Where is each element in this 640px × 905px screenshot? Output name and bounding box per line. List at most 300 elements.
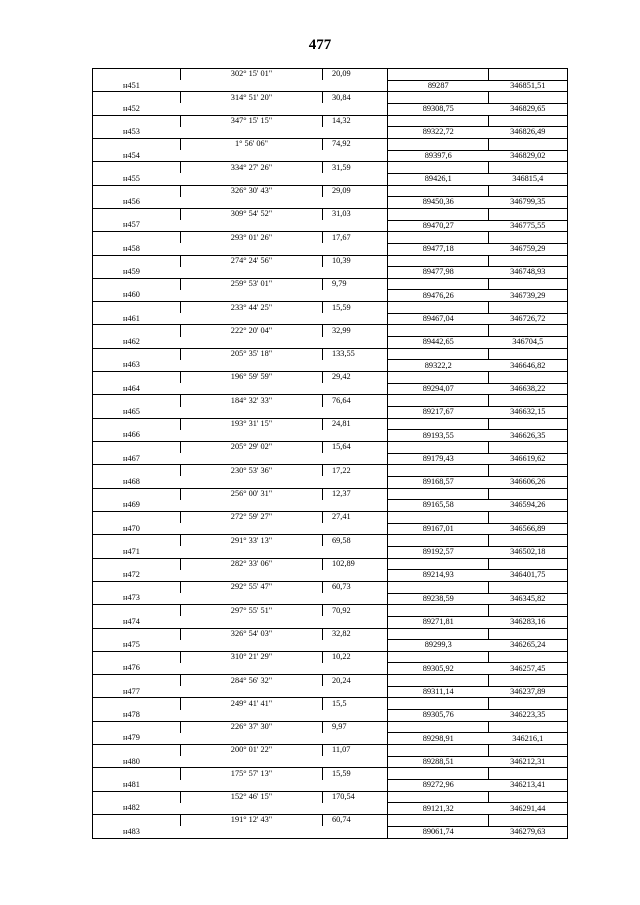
segment-row bbox=[93, 185, 568, 197]
y-coordinate-cell: 346401,75 bbox=[489, 570, 568, 582]
distance-cell-empty bbox=[323, 127, 388, 139]
direction-angle-cell: 292° 55' 47" bbox=[181, 581, 323, 593]
distance-cell-empty bbox=[323, 640, 388, 652]
angle-cell-empty bbox=[181, 243, 323, 255]
point-name-cell: н473 bbox=[93, 593, 181, 605]
y-coordinate-cell: 346345,82 bbox=[489, 593, 568, 605]
point-cell-empty bbox=[93, 675, 181, 687]
segment-row bbox=[93, 348, 568, 360]
x-coordinate-cell: 89308,75 bbox=[388, 103, 489, 115]
x-cell-empty bbox=[388, 162, 489, 174]
point-row bbox=[93, 523, 568, 535]
x-cell-empty bbox=[388, 651, 489, 663]
y-coordinate-cell: 346213,41 bbox=[489, 780, 568, 792]
point-cell-empty bbox=[93, 628, 181, 640]
x-cell-empty bbox=[388, 768, 489, 780]
point-cell-empty bbox=[93, 115, 181, 127]
y-cell-empty bbox=[489, 185, 568, 197]
segment-row bbox=[93, 675, 568, 687]
y-cell-empty bbox=[489, 768, 568, 780]
y-cell-empty bbox=[489, 418, 568, 430]
x-coordinate-cell: 89305,92 bbox=[388, 663, 489, 675]
distance-cell: 170,54 bbox=[323, 791, 388, 803]
distance-cell-empty bbox=[323, 383, 388, 395]
direction-angle-cell: 1° 56' 06" bbox=[181, 138, 323, 150]
distance-cell-empty bbox=[323, 616, 388, 628]
y-coordinate-cell: 346851,51 bbox=[489, 80, 568, 92]
segment-row bbox=[93, 232, 568, 244]
distance-cell: 102,89 bbox=[323, 558, 388, 570]
point-row bbox=[93, 803, 568, 815]
y-coordinate-cell: 346726,72 bbox=[489, 313, 568, 325]
segment-row bbox=[93, 605, 568, 617]
point-row bbox=[93, 383, 568, 395]
distance-cell-empty bbox=[323, 593, 388, 605]
x-cell-empty bbox=[388, 698, 489, 710]
angle-cell-empty bbox=[181, 290, 323, 302]
distance-cell: 133,55 bbox=[323, 348, 388, 360]
point-row bbox=[93, 173, 568, 185]
x-cell-empty bbox=[388, 185, 489, 197]
segment-row bbox=[93, 302, 568, 314]
y-coordinate-cell: 346632,15 bbox=[489, 407, 568, 419]
point-row bbox=[93, 103, 568, 115]
point-row bbox=[93, 780, 568, 792]
point-row bbox=[93, 546, 568, 558]
distance-cell-empty bbox=[323, 453, 388, 465]
point-row bbox=[93, 640, 568, 652]
point-name-cell: н455 bbox=[93, 173, 181, 185]
point-row bbox=[93, 150, 568, 162]
segment-row bbox=[93, 278, 568, 290]
y-cell-empty bbox=[489, 92, 568, 104]
point-name-cell: н466 bbox=[93, 430, 181, 442]
y-coordinate-cell: 346638,22 bbox=[489, 383, 568, 395]
segment-row bbox=[93, 511, 568, 523]
segment-row bbox=[93, 92, 568, 104]
y-coordinate-cell: 346223,35 bbox=[489, 710, 568, 722]
angle-cell-empty bbox=[181, 383, 323, 395]
x-coordinate-cell: 89168,57 bbox=[388, 476, 489, 488]
distance-cell-empty bbox=[323, 476, 388, 488]
x-cell-empty bbox=[388, 465, 489, 477]
point-name-cell: н460 bbox=[93, 290, 181, 302]
direction-angle-cell: 272° 59' 27" bbox=[181, 511, 323, 523]
point-cell-empty bbox=[93, 185, 181, 197]
angle-cell-empty bbox=[181, 150, 323, 162]
x-coordinate-cell: 89165,58 bbox=[388, 500, 489, 512]
x-cell-empty bbox=[388, 791, 489, 803]
y-cell-empty bbox=[489, 698, 568, 710]
point-cell-empty bbox=[93, 488, 181, 500]
x-cell-empty bbox=[388, 488, 489, 500]
angle-cell-empty bbox=[181, 197, 323, 209]
x-coordinate-cell: 89470,27 bbox=[388, 220, 489, 232]
y-cell-empty bbox=[489, 651, 568, 663]
point-row bbox=[93, 220, 568, 232]
point-cell-empty bbox=[93, 465, 181, 477]
point-cell-empty bbox=[93, 558, 181, 570]
distance-cell-empty bbox=[323, 523, 388, 535]
distance-cell-empty bbox=[323, 313, 388, 325]
point-cell-empty bbox=[93, 325, 181, 337]
coordinates-table bbox=[92, 68, 568, 839]
y-coordinate-cell: 346626,35 bbox=[489, 430, 568, 442]
angle-cell-empty bbox=[181, 360, 323, 372]
point-cell-empty bbox=[93, 92, 181, 104]
x-coordinate-cell: 89322,72 bbox=[388, 127, 489, 139]
point-name-cell: н452 bbox=[93, 103, 181, 115]
direction-angle-cell: 310° 21' 29" bbox=[181, 651, 323, 663]
x-cell-empty bbox=[388, 395, 489, 407]
direction-angle-cell: 259° 53' 01" bbox=[181, 278, 323, 290]
distance-cell: 74,92 bbox=[323, 138, 388, 150]
direction-angle-cell: 314° 51' 20" bbox=[181, 92, 323, 104]
distance-cell: 9,97 bbox=[323, 721, 388, 733]
angle-cell-empty bbox=[181, 663, 323, 675]
direction-angle-cell: 193° 31' 15" bbox=[181, 418, 323, 430]
y-coordinate-cell: 346216,1 bbox=[489, 733, 568, 745]
y-cell-empty bbox=[489, 465, 568, 477]
y-coordinate-cell: 346283,16 bbox=[489, 616, 568, 628]
page-number: 477 bbox=[308, 37, 332, 53]
segment-row bbox=[93, 768, 568, 780]
point-row bbox=[93, 593, 568, 605]
direction-angle-cell: 249° 41' 41" bbox=[181, 698, 323, 710]
y-coordinate-cell: 346502,18 bbox=[489, 546, 568, 558]
distance-cell-empty bbox=[323, 80, 388, 92]
point-row bbox=[93, 243, 568, 255]
distance-cell-empty bbox=[323, 710, 388, 722]
point-cell-empty bbox=[93, 255, 181, 267]
y-cell-empty bbox=[489, 302, 568, 314]
y-coordinate-cell: 346265,24 bbox=[489, 640, 568, 652]
x-cell-empty bbox=[388, 325, 489, 337]
y-coordinate-cell: 346619,62 bbox=[489, 453, 568, 465]
distance-cell-empty bbox=[323, 337, 388, 349]
y-coordinate-cell: 346739,29 bbox=[489, 290, 568, 302]
distance-cell: 31,59 bbox=[323, 162, 388, 174]
angle-cell-empty bbox=[181, 267, 323, 279]
point-row bbox=[93, 360, 568, 372]
segment-row bbox=[93, 325, 568, 337]
point-row bbox=[93, 337, 568, 349]
point-cell-empty bbox=[93, 721, 181, 733]
angle-cell-empty bbox=[181, 733, 323, 745]
distance-cell: 76,64 bbox=[323, 395, 388, 407]
x-coordinate-cell: 89477,18 bbox=[388, 243, 489, 255]
distance-cell: 60,74 bbox=[323, 815, 388, 827]
y-cell-empty bbox=[489, 232, 568, 244]
direction-angle-cell: 226° 37' 30" bbox=[181, 721, 323, 733]
point-cell-empty bbox=[93, 302, 181, 314]
angle-cell-empty bbox=[181, 686, 323, 698]
y-coordinate-cell: 346212,31 bbox=[489, 756, 568, 768]
y-cell-empty bbox=[489, 138, 568, 150]
y-cell-empty bbox=[489, 325, 568, 337]
y-cell-empty bbox=[489, 675, 568, 687]
segment-row bbox=[93, 395, 568, 407]
point-name-cell: н480 bbox=[93, 756, 181, 768]
x-cell-empty bbox=[388, 511, 489, 523]
point-cell-empty bbox=[93, 395, 181, 407]
point-cell-empty bbox=[93, 162, 181, 174]
segment-row bbox=[93, 115, 568, 127]
point-row bbox=[93, 616, 568, 628]
segment-row bbox=[93, 138, 568, 150]
segment-row bbox=[93, 69, 568, 81]
point-name-cell: н478 bbox=[93, 710, 181, 722]
point-row bbox=[93, 267, 568, 279]
point-row bbox=[93, 570, 568, 582]
direction-angle-cell: 334° 27' 26" bbox=[181, 162, 323, 174]
angle-cell-empty bbox=[181, 593, 323, 605]
point-name-cell: н463 bbox=[93, 360, 181, 372]
distance-cell-empty bbox=[323, 756, 388, 768]
distance-cell: 20,09 bbox=[323, 69, 388, 81]
x-cell-empty bbox=[388, 208, 489, 220]
point-name-cell: н479 bbox=[93, 733, 181, 745]
direction-angle-cell: 152° 46' 15" bbox=[181, 791, 323, 803]
point-row bbox=[93, 80, 568, 92]
point-name-cell: н471 bbox=[93, 546, 181, 558]
point-cell-empty bbox=[93, 581, 181, 593]
angle-cell-empty bbox=[181, 430, 323, 442]
distance-cell-empty bbox=[323, 103, 388, 115]
angle-cell-empty bbox=[181, 337, 323, 349]
point-cell-empty bbox=[93, 372, 181, 384]
point-name-cell: н470 bbox=[93, 523, 181, 535]
y-cell-empty bbox=[489, 208, 568, 220]
x-coordinate-cell: 89467,04 bbox=[388, 313, 489, 325]
point-cell-empty bbox=[93, 605, 181, 617]
point-cell-empty bbox=[93, 651, 181, 663]
x-coordinate-cell: 89061,74 bbox=[388, 826, 489, 838]
segment-row bbox=[93, 465, 568, 477]
point-cell-empty bbox=[93, 768, 181, 780]
distance-cell: 24,81 bbox=[323, 418, 388, 430]
point-row bbox=[93, 500, 568, 512]
point-cell-empty bbox=[93, 745, 181, 757]
point-cell-empty bbox=[93, 815, 181, 827]
point-row bbox=[93, 756, 568, 768]
y-cell-empty bbox=[489, 511, 568, 523]
x-coordinate-cell: 89167,01 bbox=[388, 523, 489, 535]
direction-angle-cell: 191° 12' 43" bbox=[181, 815, 323, 827]
direction-angle-cell: 196° 59' 59" bbox=[181, 372, 323, 384]
angle-cell-empty bbox=[181, 780, 323, 792]
distance-cell: 10,39 bbox=[323, 255, 388, 267]
y-cell-empty bbox=[489, 628, 568, 640]
distance-cell-empty bbox=[323, 407, 388, 419]
direction-angle-cell: 274° 24' 56" bbox=[181, 255, 323, 267]
x-cell-empty bbox=[388, 302, 489, 314]
point-name-cell: н475 bbox=[93, 640, 181, 652]
y-cell-empty bbox=[489, 721, 568, 733]
segment-row bbox=[93, 162, 568, 174]
x-cell-empty bbox=[388, 605, 489, 617]
x-cell-empty bbox=[388, 745, 489, 757]
distance-cell: 69,58 bbox=[323, 535, 388, 547]
point-name-cell: н474 bbox=[93, 616, 181, 628]
x-coordinate-cell: 89272,96 bbox=[388, 780, 489, 792]
distance-cell-empty bbox=[323, 686, 388, 698]
direction-angle-cell: 184° 32' 33" bbox=[181, 395, 323, 407]
x-cell-empty bbox=[388, 255, 489, 267]
segment-row bbox=[93, 791, 568, 803]
distance-cell-empty bbox=[323, 430, 388, 442]
y-cell-empty bbox=[489, 558, 568, 570]
angle-cell-empty bbox=[181, 220, 323, 232]
direction-angle-cell: 284° 56' 32" bbox=[181, 675, 323, 687]
y-coordinate-cell: 346566,89 bbox=[489, 523, 568, 535]
direction-angle-cell: 326° 54' 03" bbox=[181, 628, 323, 640]
segment-row bbox=[93, 442, 568, 454]
x-coordinate-cell: 89311,14 bbox=[388, 686, 489, 698]
distance-cell: 17,67 bbox=[323, 232, 388, 244]
direction-angle-cell: 302° 15' 01" bbox=[181, 69, 323, 81]
x-cell-empty bbox=[388, 675, 489, 687]
segment-row bbox=[93, 651, 568, 663]
distance-cell-empty bbox=[323, 570, 388, 582]
point-cell-empty bbox=[93, 278, 181, 290]
distance-cell-empty bbox=[323, 546, 388, 558]
point-name-cell: н464 bbox=[93, 383, 181, 395]
y-coordinate-cell: 346759,29 bbox=[489, 243, 568, 255]
point-name-cell: н472 bbox=[93, 570, 181, 582]
point-name-cell: н482 bbox=[93, 803, 181, 815]
x-cell-empty bbox=[388, 442, 489, 454]
direction-angle-cell: 256° 00' 31" bbox=[181, 488, 323, 500]
x-coordinate-cell: 89294,07 bbox=[388, 383, 489, 395]
distance-cell: 17,22 bbox=[323, 465, 388, 477]
point-row bbox=[93, 313, 568, 325]
distance-cell-empty bbox=[323, 803, 388, 815]
x-coordinate-cell: 89477,98 bbox=[388, 267, 489, 279]
distance-cell: 9,79 bbox=[323, 278, 388, 290]
x-cell-empty bbox=[388, 115, 489, 127]
angle-cell-empty bbox=[181, 616, 323, 628]
distance-cell-empty bbox=[323, 197, 388, 209]
x-cell-empty bbox=[388, 348, 489, 360]
x-cell-empty bbox=[388, 581, 489, 593]
distance-cell: 10,22 bbox=[323, 651, 388, 663]
point-cell-empty bbox=[93, 535, 181, 547]
distance-cell: 29,42 bbox=[323, 372, 388, 384]
distance-cell-empty bbox=[323, 243, 388, 255]
point-name-cell: н467 bbox=[93, 453, 181, 465]
point-row bbox=[93, 430, 568, 442]
point-row bbox=[93, 686, 568, 698]
direction-angle-cell: 291° 33' 13" bbox=[181, 535, 323, 547]
point-row bbox=[93, 663, 568, 675]
angle-cell-empty bbox=[181, 803, 323, 815]
x-cell-empty bbox=[388, 535, 489, 547]
point-name-cell: н457 bbox=[93, 220, 181, 232]
segment-row bbox=[93, 372, 568, 384]
distance-cell-empty bbox=[323, 150, 388, 162]
segment-row bbox=[93, 535, 568, 547]
point-name-cell: н461 bbox=[93, 313, 181, 325]
distance-cell-empty bbox=[323, 267, 388, 279]
segment-row bbox=[93, 558, 568, 570]
distance-cell: 12,37 bbox=[323, 488, 388, 500]
point-name-cell: н481 bbox=[93, 780, 181, 792]
x-coordinate-cell: 89450,36 bbox=[388, 197, 489, 209]
angle-cell-empty bbox=[181, 80, 323, 92]
x-cell-empty bbox=[388, 69, 489, 81]
point-cell-empty bbox=[93, 442, 181, 454]
segment-row bbox=[93, 698, 568, 710]
segment-row bbox=[93, 815, 568, 827]
x-cell-empty bbox=[388, 815, 489, 827]
point-cell-empty bbox=[93, 348, 181, 360]
point-cell-empty bbox=[93, 138, 181, 150]
direction-angle-cell: 205° 29' 02" bbox=[181, 442, 323, 454]
point-name-cell: н458 bbox=[93, 243, 181, 255]
x-cell-empty bbox=[388, 628, 489, 640]
y-coordinate-cell: 346815,4 bbox=[489, 173, 568, 185]
point-row bbox=[93, 733, 568, 745]
x-cell-empty bbox=[388, 92, 489, 104]
direction-angle-cell: 297° 55' 51" bbox=[181, 605, 323, 617]
direction-angle-cell: 347° 15' 15" bbox=[181, 115, 323, 127]
x-coordinate-cell: 89442,65 bbox=[388, 337, 489, 349]
y-cell-empty bbox=[489, 488, 568, 500]
direction-angle-cell: 233° 44' 25" bbox=[181, 302, 323, 314]
angle-cell-empty bbox=[181, 710, 323, 722]
angle-cell-empty bbox=[181, 546, 323, 558]
point-row bbox=[93, 476, 568, 488]
y-cell-empty bbox=[489, 372, 568, 384]
y-cell-empty bbox=[489, 162, 568, 174]
angle-cell-empty bbox=[181, 826, 323, 838]
angle-cell-empty bbox=[181, 500, 323, 512]
distance-cell: 70,92 bbox=[323, 605, 388, 617]
x-coordinate-cell: 89288,51 bbox=[388, 756, 489, 768]
x-coordinate-cell: 89298,91 bbox=[388, 733, 489, 745]
segment-row bbox=[93, 581, 568, 593]
angle-cell-empty bbox=[181, 640, 323, 652]
y-coordinate-cell: 346748,93 bbox=[489, 267, 568, 279]
x-coordinate-cell: 89426,1 bbox=[388, 173, 489, 185]
segment-row bbox=[93, 488, 568, 500]
x-cell-empty bbox=[388, 372, 489, 384]
angle-cell-empty bbox=[181, 453, 323, 465]
y-cell-empty bbox=[489, 581, 568, 593]
point-cell-empty bbox=[93, 418, 181, 430]
y-cell-empty bbox=[489, 745, 568, 757]
point-name-cell: н468 bbox=[93, 476, 181, 488]
direction-angle-cell: 326° 30' 43" bbox=[181, 185, 323, 197]
angle-cell-empty bbox=[181, 127, 323, 139]
distance-cell: 29,09 bbox=[323, 185, 388, 197]
distance-cell: 15,59 bbox=[323, 302, 388, 314]
x-coordinate-cell: 89217,67 bbox=[388, 407, 489, 419]
distance-cell-empty bbox=[323, 290, 388, 302]
direction-angle-cell: 282° 33' 06" bbox=[181, 558, 323, 570]
distance-cell: 27,41 bbox=[323, 511, 388, 523]
distance-cell: 30,84 bbox=[323, 92, 388, 104]
direction-angle-cell: 175° 57' 13" bbox=[181, 768, 323, 780]
angle-cell-empty bbox=[181, 103, 323, 115]
point-name-cell: н451 bbox=[93, 80, 181, 92]
y-cell-empty bbox=[489, 278, 568, 290]
point-row bbox=[93, 197, 568, 209]
x-coordinate-cell: 89271,81 bbox=[388, 616, 489, 628]
distance-cell: 15,5 bbox=[323, 698, 388, 710]
angle-cell-empty bbox=[181, 476, 323, 488]
